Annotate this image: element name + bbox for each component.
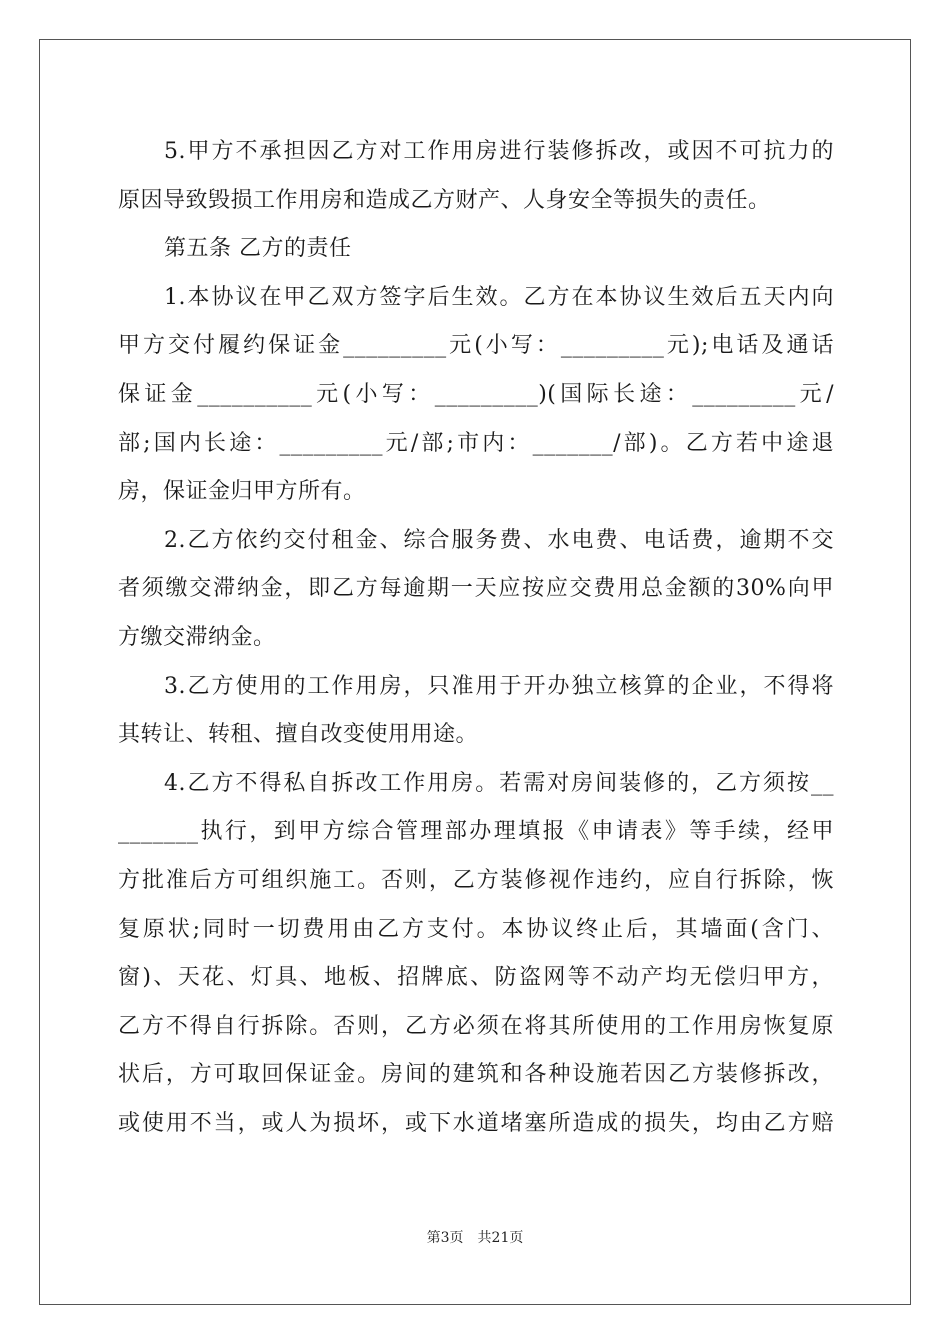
text-line: 5.甲方不承担因乙方对工作用房进行装修拆改，或因不可抗力的 [164,139,834,164]
text-line: 部;国内长途：_________元/部;市内：_______/部)。乙方若中途退 [118,430,834,456]
text-line: 者须缴交滞纳金，即乙方每逾期一天应按应交费用总金额的30%向甲 [118,576,834,602]
text-line: 乙方不得自行拆除。否则，乙方必须在将其所使用的工作用房恢复原 [118,1013,834,1039]
text-line: 原因导致毁损工作用房和造成乙方财产、人身安全等损失的责任。 [118,187,771,213]
document-body [118,128,834,1148]
text-line: 保证金__________元(小写：_________)(国际长途：_________元/ [118,381,834,407]
text-line: 2.乙方依约交付租金、综合服务费、水电费、电话费，逾期不交 [164,527,834,553]
page-total: 共21页 [477,1230,524,1246]
page-footer [0,1227,950,1247]
text-line: 方批准后方可组织施工。否则，乙方装修视作违约，应自行拆除，恢 [118,867,834,893]
page-number: 第3页 [426,1230,464,1246]
text-line: 其转让、转租、擅自改变使用用途。 [118,722,479,748]
text-line: 房，保证金归甲方所有。 [118,479,366,505]
text-line: 或使用不当，或人为损坏，或下水道堵塞所造成的损失，均由乙方赔 [118,1110,834,1136]
text-line: 3.乙方使用的工作用房，只准用于开办独立核算的企业，不得将 [164,673,834,699]
text-line: _______执行，到甲方综合管理部办理填报《申请表》等手续，经甲 [118,819,834,845]
text-line: 甲方交付履约保证金_________元(小写：_________元);电话及通话 [118,333,834,359]
text-line: 状后，方可取回保证金。房间的建筑和各种设施若因乙方装修拆改， [118,1062,834,1088]
text-line: 第五条 乙方的责任 [164,236,352,262]
text-line: 4.乙方不得私自拆改工作用房。若需对房间装修的，乙方须按__ [164,770,834,796]
text-line: 方缴交滞纳金。 [118,624,276,650]
text-line: 窗)、天花、灯具、地板、招牌底、防盗网等不动产均无偿归甲方， [118,965,834,991]
text-line: 1.本协议在甲乙双方签字后生效。乙方在本协议生效后五天内向 [164,284,834,310]
text-line: 复原状;同时一切费用由乙方支付。本协议终止后，其墙面(含门、 [118,916,834,942]
